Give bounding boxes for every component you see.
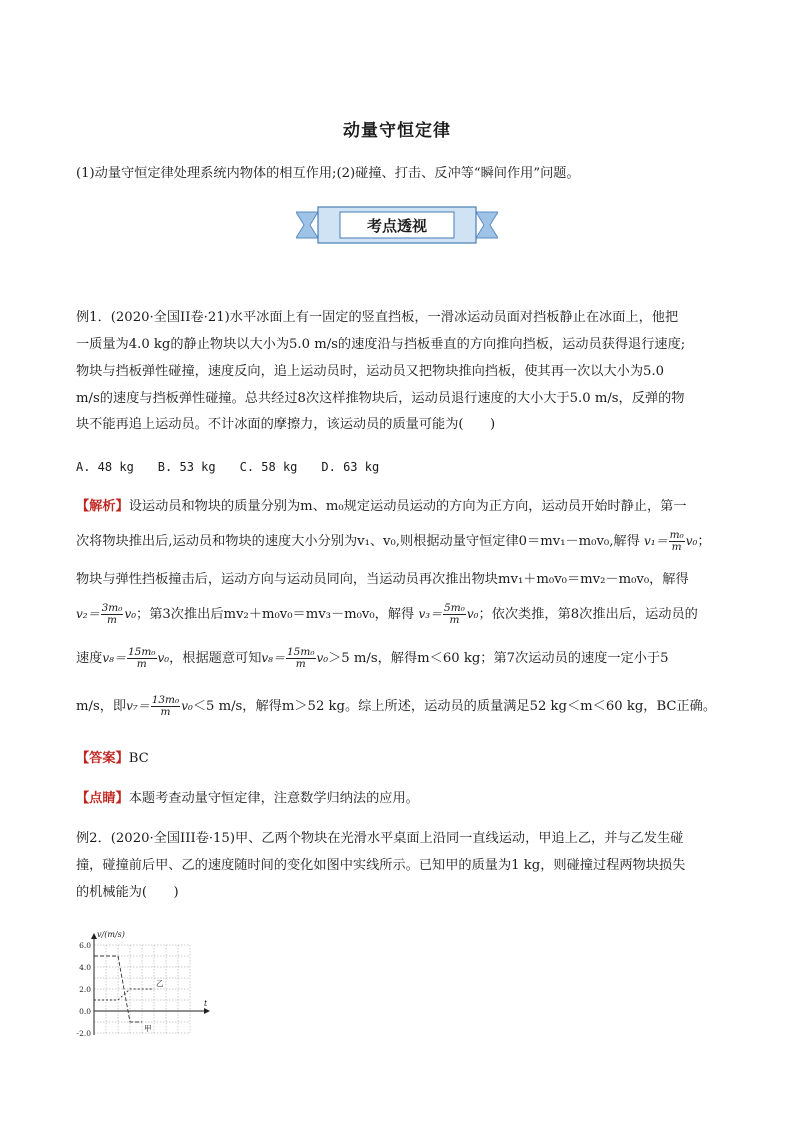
answer-tag: 【答案】 — [76, 751, 129, 766]
formula-v8-lhs: v₈＝ — [102, 651, 126, 665]
formula-v3-frac: $\frac{\text{5m₀}}{m}$ — [444, 602, 465, 626]
formula-v2-lhs: v₂＝ — [76, 607, 100, 621]
ex1-line1: 例1．(2020·全国II卷·21)水平冰面上有一固定的竖直挡板，一滑冰运动员面对挡板静止在冰面上，他把 — [76, 310, 679, 325]
ex2-line2: 撞，碰撞前后甲、乙的速度随时间的变化如图中实线所示。已知甲的质量为1 kg，则碰撞过程两物块损失 — [76, 858, 686, 873]
formula-v3-lhs: v₃＝ — [418, 607, 443, 621]
y-tick-label: 0.0 — [79, 1007, 91, 1016]
section-banner — [296, 206, 498, 244]
ex1-line3: 物块与挡板弹性碰撞，速度反向，追上运动员时，运动员又把物块推向挡板，使其再一次以大小为5.0 — [76, 364, 665, 379]
formula-v7-lhs: v₇＝ — [126, 699, 150, 713]
page-title: 动量守恒定律 — [343, 121, 451, 141]
formula-v1-lhs: v₁＝ — [643, 534, 668, 548]
formula-v8-frac: $\frac{\text{15m₀}}{m}$ — [127, 646, 156, 670]
series-label-1: 甲 — [144, 1024, 152, 1033]
intro-text: (1)动量守恒定律处理系统内物体的相互作用;(2)碰撞、打击、反冲等“瞬间作用”问题。 — [76, 166, 580, 181]
ex2-line3: 的机械能为( ) — [76, 885, 179, 900]
formula-v2-frac: $\frac{\text{3m₀}}{m}$ — [101, 602, 123, 626]
comment-tag: 【点睛】 — [76, 791, 129, 806]
formula-v3-tail: v₀ — [466, 607, 479, 621]
ex1-line4: m/s的速度与挡板弹性碰撞。总共经过8次这样推物块后，运动员退行速度的大小大于5.0 m/s，反弹的物 — [76, 391, 685, 406]
solution-tag: 【解析】 — [76, 499, 129, 514]
solution-line4 — [76, 603, 698, 626]
formula-v1-tail: v₀ — [685, 534, 698, 548]
solution-text: 设运动员和物块的质量分别为m、m₀规定运动员运动的方向为正方向，运动员开始时静止，第一 — [128, 499, 687, 514]
comment-line — [76, 789, 419, 809]
solution-text: ；第3次推出后mv₂＋m₀v₀＝mv₃－m₀v₀，解得 — [136, 607, 415, 622]
answer-text: BC — [128, 751, 149, 766]
solution-line2 — [76, 530, 711, 553]
y-axis-label: v/(m/s) — [97, 930, 125, 939]
solution-text: ＞5 m/s，解得m＜60 kg；第7次运动员的速度一定小于5 — [328, 651, 669, 666]
formula-v1-frac: $\frac{\text{m₀}}{m}$ — [669, 529, 684, 553]
solution-text: ； — [697, 534, 711, 549]
ex1-line2: 一质量为4.0 kg的静止物块以大小为5.0 m/s的速度沿与挡板垂直的方向推向挡板，运动员获得退行速度; — [76, 337, 686, 352]
solution-text: ＜5 m/s，解得m＞52 kg。综上所述，运动员的质量满足52 kg＜m＜60 kg，BC正确。 — [192, 699, 717, 714]
solution-text: ，根据题意可知 — [169, 651, 262, 666]
solution-line6 — [76, 695, 716, 718]
solution-text: ；依次类推，第8次推出后，运动员的 — [478, 607, 698, 622]
formula-v8b-frac: $\frac{\text{15m₀}}{m}$ — [287, 646, 315, 670]
y-tick-label: 4.0 — [79, 963, 91, 972]
solution-text: 速度 — [76, 651, 103, 666]
formula-v8b-tail: v₀ — [316, 651, 329, 665]
formula-v7-frac: $\frac{\text{13m₀}}{m}$ — [151, 694, 180, 718]
answer-line — [76, 749, 149, 769]
formula-v8b-lhs: v₈＝ — [261, 651, 285, 665]
x-axis-label: t — [204, 999, 208, 1008]
ex1-line5: 块不能再追上运动员。不计冰面的摩擦力，该运动员的质量可能为( ) — [76, 417, 496, 432]
formula-v2-tail: v₀ — [124, 607, 137, 621]
y-tick-label: 2.0 — [79, 985, 91, 994]
solution-text: m/s，即 — [76, 699, 127, 714]
x-axis-arrow — [204, 1008, 210, 1014]
velocity-time-graph — [58, 925, 218, 1043]
banner-label: 考点透视 — [366, 217, 428, 235]
solution-line1 — [76, 497, 687, 517]
ex2-line1: 例2．(2020·全国III卷·15)甲、乙两个物块在光滑水平桌面上沿同一直线运动，甲追上乙，并与乙发生碰 — [76, 831, 684, 846]
solution-line3: 物块与弹性挡板撞击后，运动方向与运动员同向，当运动员再次推出物块mv₁＋m₀v₀＝mv₂－m₀v₀，解得 — [76, 572, 689, 587]
solution-text: 次将物块推出后,运动员和物块的速度大小分别为v₁、v₀,则根据动量守恒定律0＝mv₁－m₀v₀,解得 — [76, 534, 640, 549]
y-tick-label: 6.0 — [79, 941, 91, 950]
ex1-options: A. 48 kg B. 53 kg C. 58 kg D. 63 kg — [76, 460, 380, 474]
formula-v8-tail: v₀ — [157, 651, 170, 665]
series-line-2 — [94, 989, 154, 1000]
solution-line5 — [76, 647, 669, 670]
formula-v7-tail: v₀ — [181, 699, 193, 713]
y-tick-label: -2.0 — [76, 1029, 91, 1038]
comment-text: 本题考查动量守恒定律，注意数学归纳法的应用。 — [128, 791, 419, 806]
series-label-2: 乙 — [156, 979, 164, 988]
